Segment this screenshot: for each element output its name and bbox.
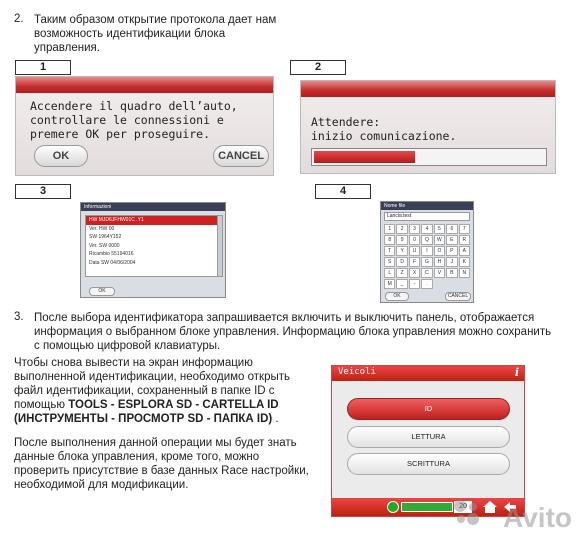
filename-cancel-button[interactable]: CANCEL (445, 292, 471, 301)
step-3-number: 3. (14, 311, 24, 323)
step-2-number: 2. (14, 13, 24, 25)
keyboard-key[interactable]: U (409, 246, 420, 256)
panel-4-label: 4 (315, 184, 371, 199)
info-row[interactable]: Data SW 04/06/2004 (89, 259, 136, 266)
watermark: Avito (503, 502, 572, 533)
keyboard-key[interactable]: P (446, 246, 457, 256)
keyboard-key[interactable]: B (446, 268, 457, 278)
progress-fill (314, 151, 415, 163)
paragraph-2-line: необходимой для модификации. (14, 479, 189, 491)
info-ok-button[interactable]: OK (89, 287, 115, 296)
keyboard-key[interactable]: 1 (384, 224, 395, 234)
keyboard-key[interactable]: G (421, 257, 432, 267)
veicoli-header (332, 366, 524, 381)
info-list[interactable] (85, 215, 219, 277)
keyboard-key[interactable]: K (459, 257, 470, 267)
battery-bar (401, 502, 453, 512)
keyboard-key[interactable]: T (384, 246, 395, 256)
cancel-button[interactable]: CANCEL (213, 145, 269, 167)
keyboard-key[interactable]: S (384, 257, 395, 267)
panel-4-screen (380, 201, 474, 303)
filename-ok-button[interactable]: OK (385, 292, 409, 301)
keyboard-key[interactable]: O (434, 246, 445, 256)
progress-bar (311, 148, 547, 166)
keyboard-key[interactable]: 7 (459, 224, 470, 234)
paragraph-2-line: После выполнения данной операции мы будет знать (14, 437, 297, 449)
keyboard-key[interactable]: I (421, 246, 432, 256)
lettura-button[interactable]: LETTURA (347, 426, 510, 448)
paragraph-1-line: файл идентификации, сохраненный в папке ID с (14, 385, 275, 397)
keyboard-key[interactable]: 4 (421, 224, 432, 234)
paragraph-1-line: выполненной идентификации, необходимо открыть (14, 371, 290, 383)
keyboard-key[interactable]: 2 (396, 224, 407, 234)
panel-2-dialog (300, 80, 556, 174)
veicoli-title: Veicoli (338, 367, 376, 377)
paragraph-1-line: Чтобы снова вывести на экран информацию (14, 357, 253, 369)
veicoli-footer (332, 498, 524, 516)
info-row[interactable]: HW MJD6JFHW01C .Y1 (86, 216, 218, 225)
panel-2-message: Attendere: inizio comunicazione. (311, 115, 457, 143)
keyboard-key[interactable]: E (446, 235, 457, 245)
panel-4-title: Nome file (381, 202, 473, 210)
filename-input[interactable]: Lancia.test (384, 212, 470, 221)
keyboard-key[interactable]: Q (421, 235, 432, 245)
keyboard-key[interactable]: V (434, 268, 445, 278)
path-en: TOOLS - ESPLORA SD - CARTELLA ID (68, 399, 279, 411)
keyboard-key[interactable]: 6 (446, 224, 457, 234)
panel-3-title: Informazioni (81, 203, 225, 211)
scrittura-button[interactable]: SCRITTURA (347, 453, 510, 475)
keyboard-key[interactable]: C (421, 268, 432, 278)
keyboard-key[interactable]: 0 (409, 235, 420, 245)
keyboard-key[interactable]: H (434, 257, 445, 267)
veicoli-panel (331, 365, 525, 517)
paragraph-2 (14, 436, 324, 492)
step-2-text: Таким образом открытие протокола дает нам возможность идентификации блока управления. (34, 14, 277, 54)
step-3-text: После выбора идентификатора запрашивается включить и выключить панель, отображается информация о выбранном блоке управления. Информацию блока управления можно сохранить с помощью цифровой клавиатуры. (34, 312, 552, 352)
panel-2-header (301, 81, 555, 97)
keyboard (384, 224, 470, 289)
panel-1-dialog (15, 76, 274, 176)
paragraph-2-line: проверить присутствие в базе данных Race настройки, (14, 465, 309, 477)
info-icon[interactable]: i (514, 366, 519, 379)
paragraph-1-text: помощью (14, 399, 69, 411)
keyboard-key[interactable]: X (409, 268, 420, 278)
keyboard-key[interactable]: J (446, 257, 457, 267)
keyboard-key[interactable]: 8 (384, 235, 395, 245)
keyboard-key[interactable]: L (384, 268, 395, 278)
keyboard-key[interactable]: . (421, 279, 432, 289)
keyboard-key[interactable]: R (459, 235, 470, 245)
avito-logo-icon (452, 498, 482, 526)
info-row[interactable]: Ver. HW 00 (89, 225, 115, 232)
info-row[interactable]: SW 1964Y152 (89, 234, 122, 240)
keyboard-key[interactable]: Y (396, 246, 407, 256)
keyboard-key[interactable]: 9 (396, 235, 407, 245)
keyboard-key[interactable]: D (396, 257, 407, 267)
panel-1-label: 1 (15, 60, 71, 75)
paragraph-2-line: данные блока управления, кроме того, можно (14, 451, 260, 463)
keyboard-key[interactable]: M (384, 279, 395, 289)
keyboard-key[interactable]: W (434, 235, 445, 245)
info-row[interactable]: Ver. SW 0000 (89, 242, 120, 249)
ok-button[interactable]: OK (34, 145, 88, 167)
keyboard-key[interactable]: 5 (434, 224, 445, 234)
keyboard-key[interactable]: - (409, 279, 420, 289)
panel-3-label: 3 (15, 184, 71, 199)
panel-3-screen (80, 202, 226, 298)
panel-1-message: Accendere il quadro dell’auto, controllare le connessioni e premere OK per proseguire. (30, 99, 238, 141)
panel-2-label: 2 (290, 60, 346, 75)
keyboard-key[interactable]: 3 (409, 224, 420, 234)
id-button[interactable]: ID (347, 398, 510, 420)
keyboard-key[interactable]: Z (396, 268, 407, 278)
panel-1-header (16, 77, 273, 93)
keyboard-key[interactable]: N (459, 268, 470, 278)
keyboard-key[interactable]: F (409, 257, 420, 267)
paragraph-1-text: . (272, 413, 279, 425)
home-icon[interactable] (482, 500, 498, 514)
info-row[interactable]: Ricambio 55194016 (89, 251, 134, 257)
keyboard-key[interactable]: A (459, 246, 470, 256)
path-ru: (ИНСТРУМЕНТЫ - ПРОСМОТР SD - ПАПКА ID) (14, 413, 273, 425)
scrollbar[interactable] (217, 215, 223, 277)
battery-icon (387, 501, 399, 513)
keyboard-key[interactable]: _ (396, 279, 407, 289)
paragraph-1 (14, 356, 314, 426)
